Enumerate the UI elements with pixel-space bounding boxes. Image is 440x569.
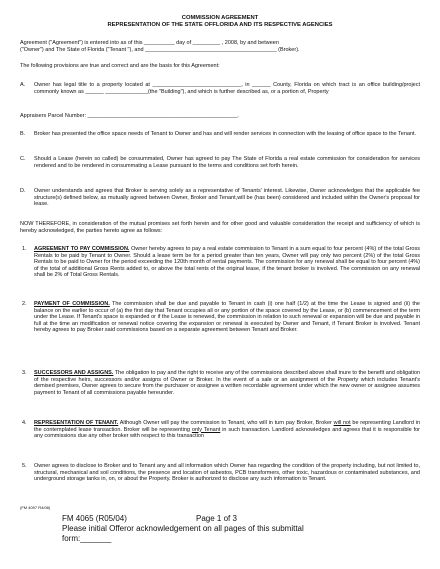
- footer-page-number: Page 1 of 3: [196, 514, 237, 523]
- item-b-letter: B.: [20, 131, 26, 137]
- section-4-text-a: Although Owner will pay the commission to Tenant, who will in turn pay Broker, Broker: [119, 420, 332, 426]
- section-3-number: 3.: [22, 370, 27, 376]
- intro-line-1: Agreement ("Agreement") is entered into as of this __________ day of _________ , 2008, by and between: [20, 40, 279, 46]
- footer-form-code: FM 4065 (R05/04): [62, 514, 127, 523]
- section-4: [34, 420, 420, 440]
- section-2-number: 2.: [22, 301, 27, 307]
- section-4-will-not: will not: [333, 420, 351, 426]
- item-d-text: Owner understands and agrees that Broker is serving solely as a representative of Tenants' interest. Likewise, Owner acknowledges that the applicable fee structure(s) defined below, as mutually agreed between Owner, Broker and Tenant,will be (has been) considered and included within the Owner's proposal for lease.: [34, 188, 420, 208]
- section-5-number: 5.: [22, 463, 27, 469]
- footer-form-code-small: (FM 4097 R4/08): [20, 505, 51, 510]
- item-b-text: Broker has presented the office space needs of Tenant to Owner and has and will render services in connection with the leasing of office space to the Tenant.: [34, 131, 417, 137]
- section-4-number: 4.: [22, 420, 27, 426]
- item-a-text: Owner has legal title to a property located at _____________________________, in ______ County, Florida on which tract is an office building/project commonly known as ______ ______________(the "Building"), and which is further described as, or a portion of, Property: [34, 82, 420, 95]
- now-therefore-paragraph: NOW THEREFORE, in consideration of the mutual promises set forth herein and for other good and valuable consideration the receipt and sufficiency of which is hereby acknowledged, the parties hereto agree as follows:: [20, 221, 420, 234]
- section-3-heading: SUCCESSORS AND ASSIGNS.: [34, 370, 114, 376]
- document-subtitle: REPRESENTATION OF THE STATE OFFLORIDA AND ITS RESPECTIVE AGENCIES: [107, 22, 333, 28]
- section-1-heading: AGREEMENT TO PAY COMMISSION.: [34, 246, 130, 252]
- section-2-heading: PAYMENT OF COMMISSION.: [34, 301, 110, 307]
- section-1-number: 1.: [22, 246, 27, 252]
- section-5-text: Owner agrees to disclose to Broker and to Tenant any and all information which Owner has regarding the condition of the property including, but not limited to, structural, mechanical and soil conditions, the presence and location of asbestos, PCB transformers, other toxic, hazardous or contaminated substances, and underground storage tanks in, on, or about the Property. Broker is authorized to disclose any such information to Tenant.: [34, 463, 420, 483]
- item-c-text: Should a Lease (herein so called) be consummated, Owner has agreed to pay The State of Florida a real estate commission for consideration for services rendered and to be rendered in consummating a Lease pursuant to the terms and conditions set forth herein.: [34, 156, 420, 169]
- section-3: [34, 370, 420, 396]
- section-4-heading: REPRESENTATION OF TENANT.: [34, 420, 119, 426]
- section-1: [34, 246, 420, 279]
- intro-basis: The following provisions are true and correct and are the basis for this Agreement:: [20, 63, 220, 69]
- footer-form-field: form:_______: [62, 534, 112, 543]
- section-1-text: Owner hereby agrees to pay a real estate commission to Tenant in a sum equal to four percent (4%) of the total Gross Rentals to be paid by Tenant to Owner. Should a lease term be for a period greater than ten years, Owner will pay only two percent (2%) of the total Gross Rentals to be paid to Owner for the period exceeding the 120th month of rental payments. The commission for any renewal shall be equal to four percent (4%) of the total of additional Gross Rents added to, or above the total rents of the original lease, if the tenant broker is involved. The commission on any renewal shall be 2% of Total Gross Rentals.: [34, 246, 420, 279]
- section-4-text-c: in such transaction. Landlord acknowledges and agrees that it is responsible for any commissions due any other broker with respect to this transaction: [34, 426, 420, 440]
- section-2-text: The commission shall be due and payable to Tenant in cash (i) one half (1/2) at the time the Lease is signed and (ii) the balance on the earlier to occur of (a) the first day that Tenant occupies all or any portion of the space covered by the Lease, or (b) commencement of the term under the Lease. If Tenant's space is expanded or if the Lease is renewed, the commission in relation to such renewal or expansion will be due and payable in full at the time an modification or renewal notice covering the expansion or renewal is executed by Owner and Tenant, if Tenant Broker is involved. Tenant hereby agrees to pay Broker said commissions based on a separate agreement between Tenant and Broker.: [34, 301, 420, 334]
- section-2: [34, 301, 420, 334]
- item-d-letter: D.: [20, 188, 26, 194]
- document-title: COMMISSION AGREEMENT: [181, 15, 259, 21]
- footer-initial-instruction: Please initial Offeror acknowledgement on all pages of this submittal: [62, 524, 304, 533]
- section-3-text: The obligation to pay and the right to receive any of the commissions described above shall inure to the benefit and obligation of the respective heirs, successors and/or assigns of Owner or Broker. In the event of a sale or an assignment of the Property which includes Tenant's demised premises, Owner agrees to secure from the purchaser or assignee a written recordable agreement under which the new owner or assignee assumes payment to Tenant of all commissions payable hereunder.: [34, 370, 421, 396]
- section-4-text-b: be representing Landlord in the contemplated lease transaction. Broker will be representing: [34, 420, 421, 433]
- item-c-letter: C.: [20, 156, 26, 162]
- section-4-only-tenant: only Tenant: [191, 426, 221, 433]
- intro-line-2: ("Owner") and The State of Florida ("Tenant "), and ___________________________________________ (Broker).: [20, 47, 300, 53]
- item-a-letter: A.: [20, 82, 26, 88]
- item-a-parcel: Appraisers Parcel Number: _________________________________________________.: [20, 113, 239, 119]
